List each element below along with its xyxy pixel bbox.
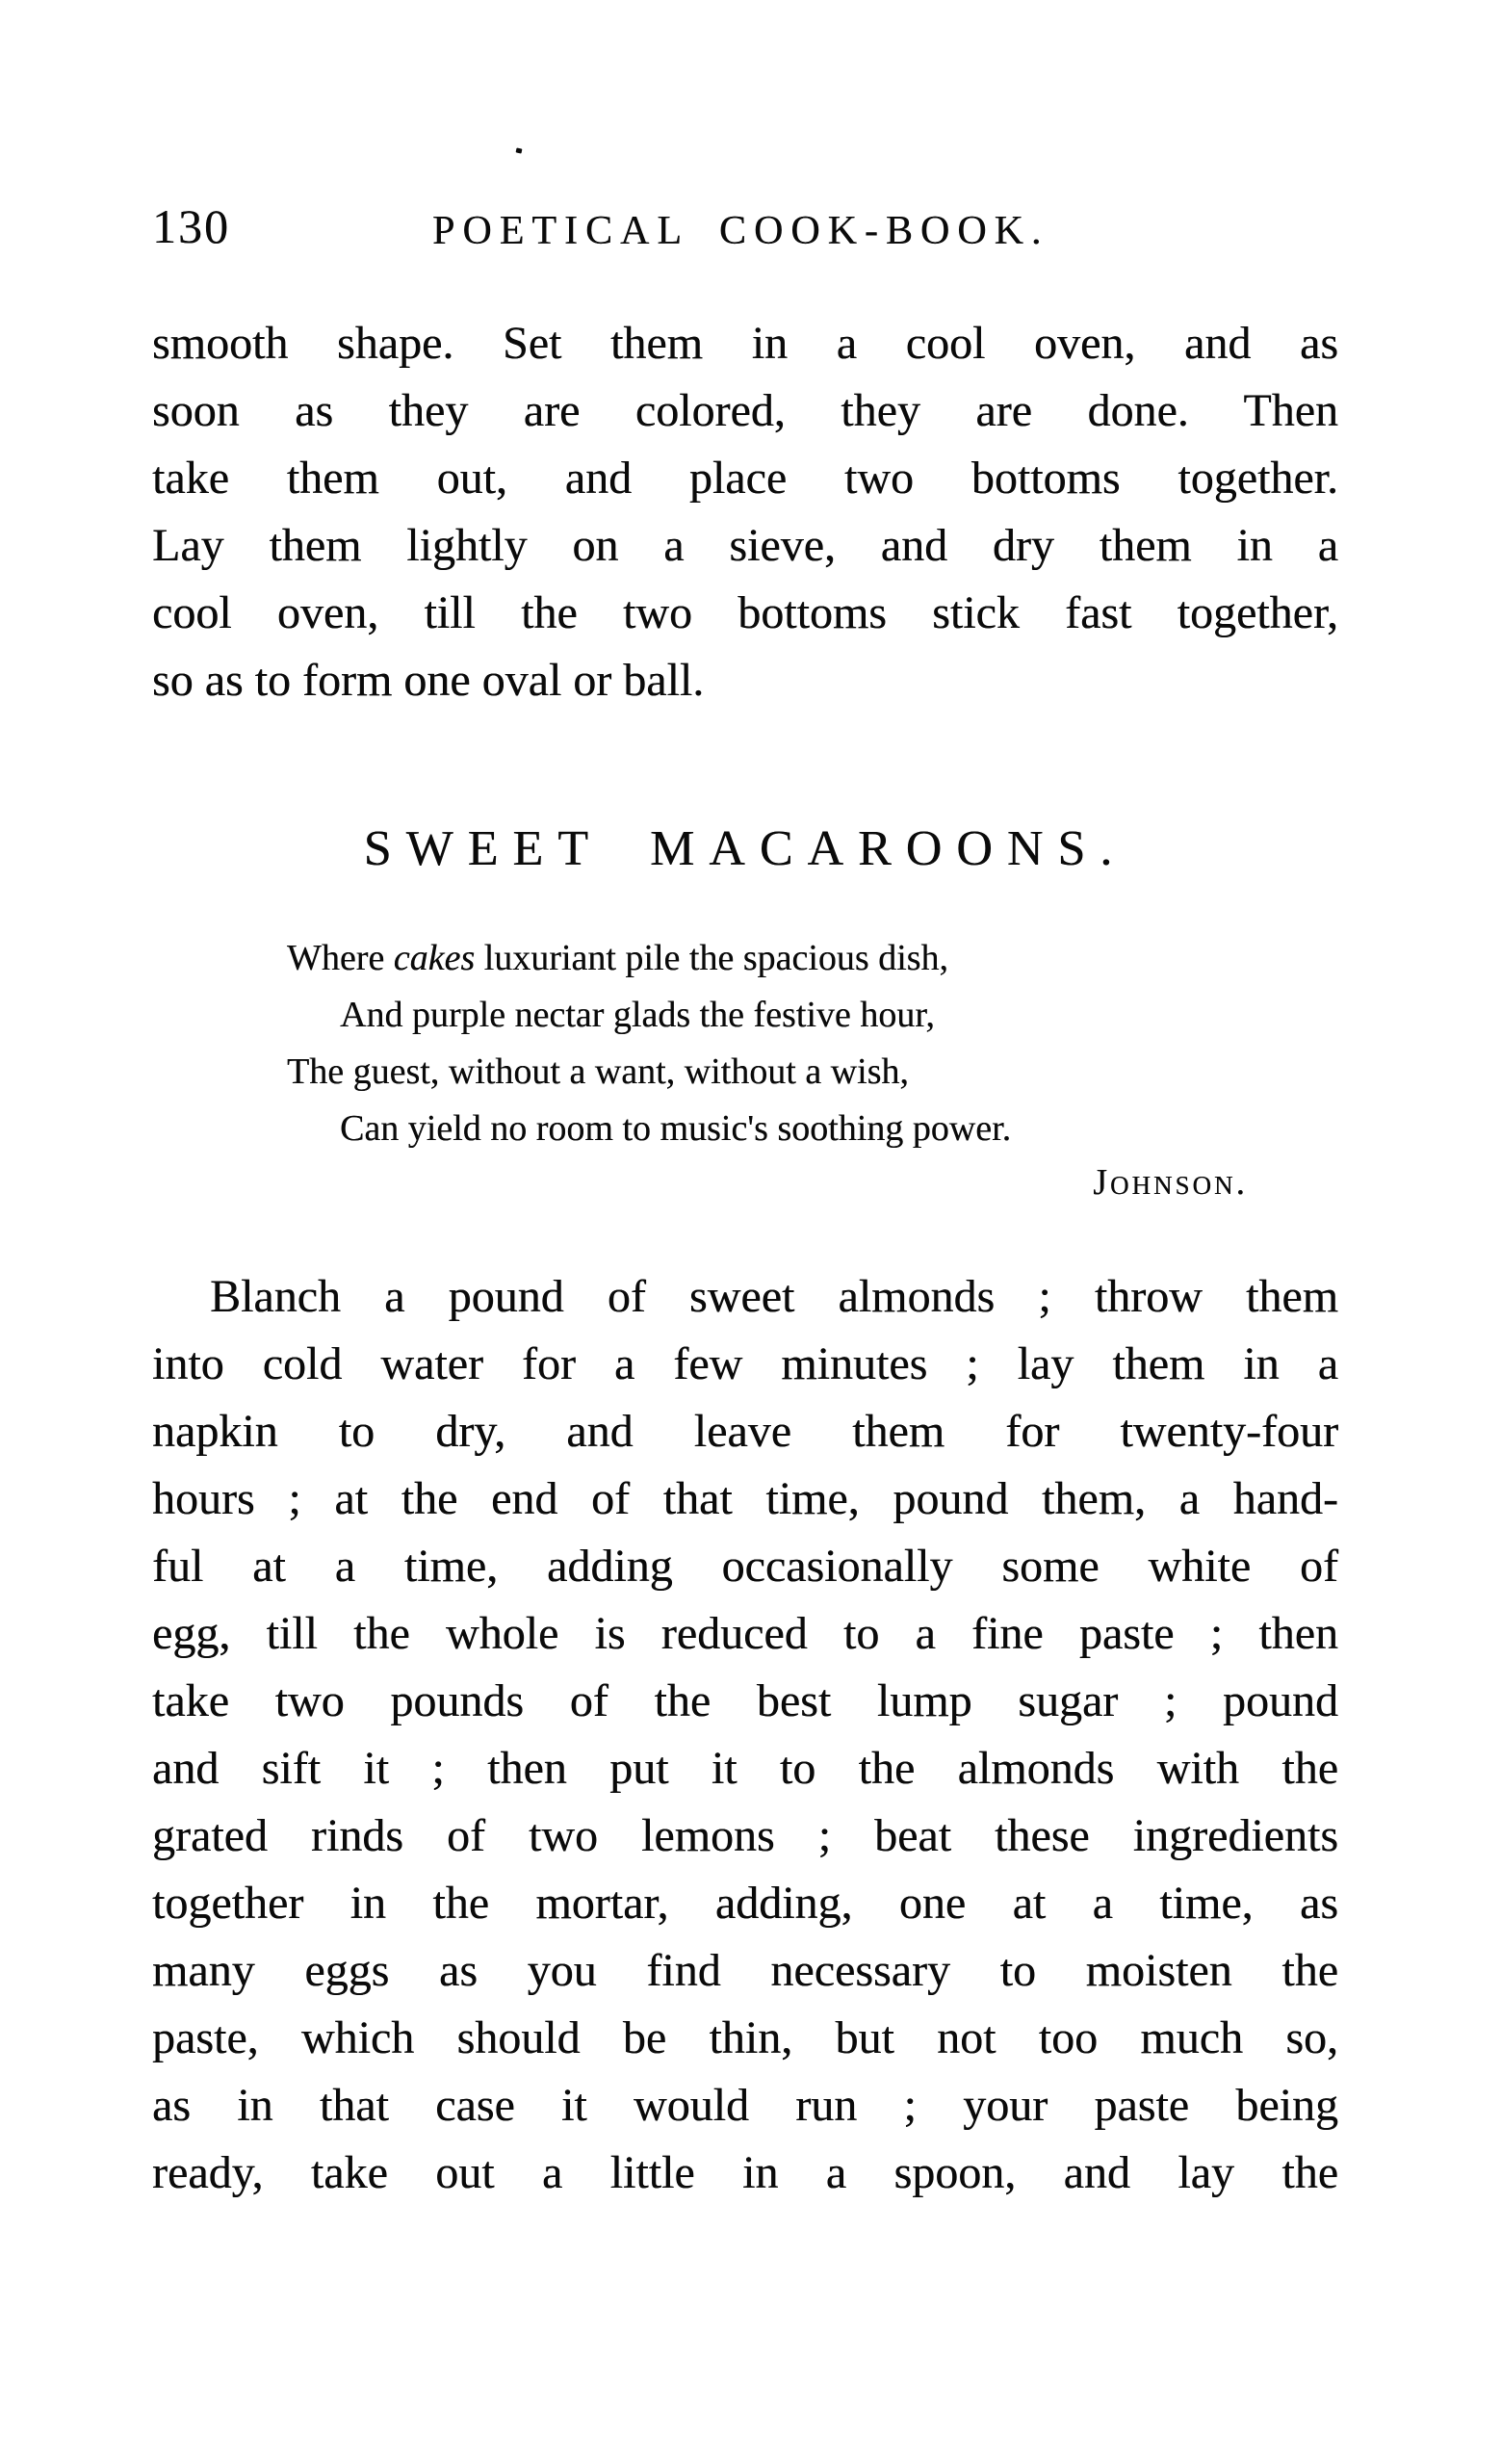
text-line: as in that case it would run ; your paste being <box>152 2080 1338 2131</box>
text-line: so as to form one oval or ball. <box>152 655 705 706</box>
text-line: into cold water for a few minutes ; lay them in a <box>152 1338 1338 1389</box>
running-title: POETICAL COOK-BOOK. <box>432 209 1049 253</box>
text-line: ful at a time, adding occasionally some white of <box>152 1541 1338 1592</box>
ink-spot-artifact <box>516 147 523 153</box>
paragraph-recipe-body <box>152 1263 1338 2207</box>
epigraph-poem <box>287 930 1011 1157</box>
text-line <box>287 930 1011 987</box>
text-line: cool oven, till the two bottoms stick fast together, <box>152 587 1338 638</box>
text-segment: luxuriant pile the spacious dish, <box>475 938 948 978</box>
epigraph-attribution: Johnson. <box>1093 1162 1248 1203</box>
text-line: soon as they are colored, they are done. Then <box>152 385 1338 436</box>
page-number: 130 <box>152 199 230 253</box>
text-line: grated rinds of two lemons ; beat these ingredients <box>152 1810 1338 1861</box>
text-line: ready, take out a little in a spoon, and lay the <box>152 2147 1338 2198</box>
text-line: Can yield no room to music's soothing power. <box>340 1108 1012 1149</box>
text-line: together in the mortar, adding, one at a time, as <box>152 1878 1338 1929</box>
text-line: take them out, and place two bottoms together. <box>152 453 1338 504</box>
text-line: The guest, without a want, without a wish, <box>287 1051 909 1092</box>
text-line: Lay them lightly on a sieve, and dry them in a <box>152 520 1338 571</box>
italic-text: cakes <box>393 938 476 978</box>
text-line: smooth shape. Set them in a cool oven, and as <box>152 318 1338 369</box>
text-line: and sift it ; then put it to the almonds with the <box>152 1743 1338 1794</box>
text-line: napkin to dry, and leave them for twenty-four <box>152 1406 1338 1457</box>
paragraph-recipe-continuation <box>152 310 1338 714</box>
recipe-heading: SWEET MACAROONS. <box>363 821 1127 876</box>
text-line: And purple nectar glads the festive hour, <box>340 995 935 1035</box>
text-line: many eggs as you find necessary to moisten the <box>152 1945 1338 1996</box>
text-segment: Where <box>287 938 394 978</box>
text-line: hours ; at the end of that time, pound them, a hand- <box>152 1473 1338 1524</box>
text-line: paste, which should be thin, but not too much so, <box>152 2012 1338 2063</box>
text-line: egg, till the whole is reduced to a fine paste ; then <box>152 1608 1338 1659</box>
text-line: Blanch a pound of sweet almonds ; throw them <box>210 1271 1338 1322</box>
text-line: take two pounds of the best lump sugar ; pound <box>152 1675 1338 1726</box>
